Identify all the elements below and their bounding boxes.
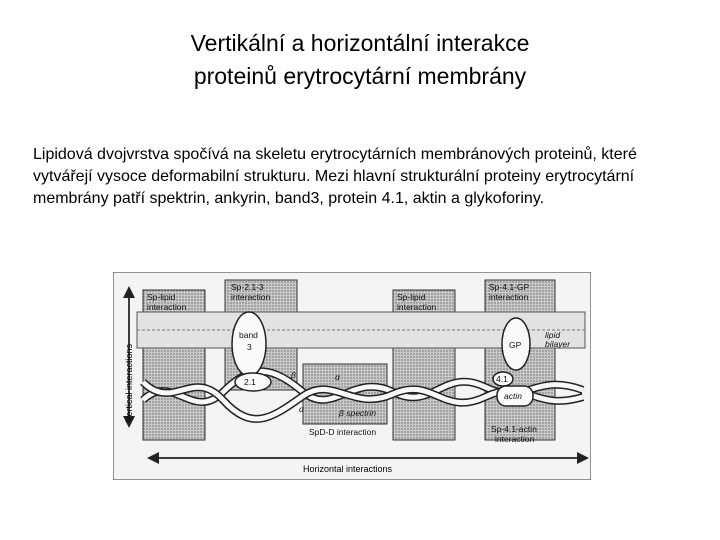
lipid-bilayer-label-2: bilayer xyxy=(545,339,571,349)
sp-lipid-left-label: Sp-lipid xyxy=(147,292,176,302)
band3-label: band xyxy=(239,330,258,340)
sp-lipid-mid-label: Sp-lipid xyxy=(397,292,426,302)
alpha-top-label: α xyxy=(335,372,340,382)
band3-label-2: 3 xyxy=(247,342,252,352)
sp41-actin-label-2: interaction xyxy=(495,434,535,444)
title-line-2: proteinů erytrocytární membrány xyxy=(193,63,527,89)
sp-lipid-mid-label-2: interaction xyxy=(397,302,437,312)
vertical-interactions-label: Vertical interactions xyxy=(124,343,134,422)
spd-d-label: SpD-D interaction xyxy=(309,427,377,437)
title-line-1: Vertikální a horizontální interakce xyxy=(190,30,530,56)
gp-label: GP xyxy=(509,340,522,350)
beta-spectrin-label: β spectrin xyxy=(339,408,376,418)
beta-label: β xyxy=(291,370,296,380)
page-title xyxy=(60,27,660,93)
membrane-diagram xyxy=(113,272,591,480)
sp-213-label-2: interaction xyxy=(231,292,271,302)
horizontal-interactions-label: Horizontal interactions xyxy=(303,464,393,474)
lipid-bilayer-label: lipid xyxy=(545,330,561,340)
alpha-bottom-label: α xyxy=(299,404,304,414)
sp41-actin-label: Sp-4.1-actin xyxy=(491,424,537,434)
ankyrin-label: 2.1 xyxy=(244,377,256,387)
sp-213-label: Sp-2.1-3 xyxy=(231,282,264,292)
protein-41-label: 4.1 xyxy=(496,374,508,384)
actin-label: actin xyxy=(504,391,522,401)
sp-lipid-left-label-2: interaction xyxy=(147,302,187,312)
sp-41-gp-label-2: interaction xyxy=(489,292,529,302)
body-paragraph: Lipidová dvojvrstva spočívá na skeletu erytrocytárních membránových proteinů, které vytvářejí vysoce deformabilní strukturu. Mezi hlavní strukturální proteiny erytrocytární membrány patří spektrin, ankyrin, band3, protein 4.1, aktin a glykoforiny. xyxy=(33,146,637,207)
sp-41-gp-label: Sp-4.1-GP xyxy=(489,282,530,292)
